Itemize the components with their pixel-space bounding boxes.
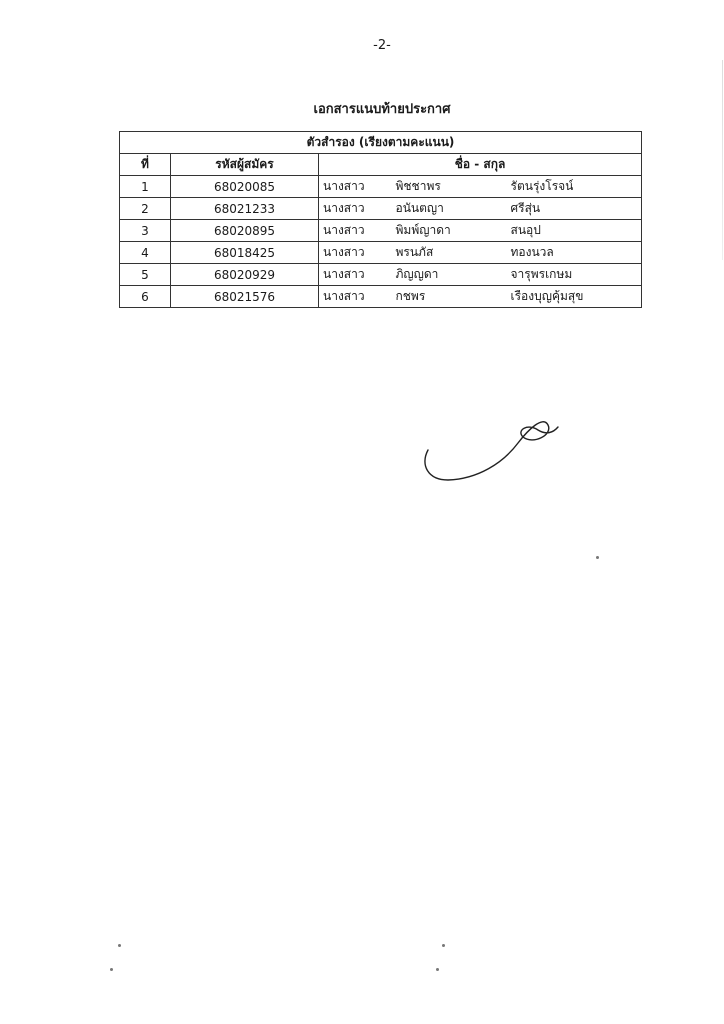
cell-title: นางสาว xyxy=(319,242,392,264)
cell-code: 68020085 xyxy=(171,176,319,198)
header-name: ชื่อ - สกุล xyxy=(319,154,642,176)
cell-no: 4 xyxy=(120,242,171,264)
signature xyxy=(418,405,568,490)
cell-last-name: ทองนวล xyxy=(507,242,642,264)
table-row xyxy=(120,264,642,286)
cell-no: 1 xyxy=(120,176,171,198)
cell-code: 68020929 xyxy=(171,264,319,286)
scan-speck xyxy=(110,968,113,971)
table-caption: ตัวสำรอง (เรียงตามคะแนน) xyxy=(120,132,642,154)
table-body xyxy=(120,176,642,308)
table-row xyxy=(120,242,642,264)
cell-first-name: พิมพ์ญาดา xyxy=(392,220,507,242)
cell-last-name: จารุพรเกษม xyxy=(507,264,642,286)
cell-title: นางสาว xyxy=(319,198,392,220)
scan-speck xyxy=(442,944,445,947)
cell-code: 68021233 xyxy=(171,198,319,220)
cell-code: 68018425 xyxy=(171,242,319,264)
document-title: เอกสารแนบท้ายประกาศ xyxy=(313,102,451,117)
scan-edge-line xyxy=(722,60,723,260)
table-row xyxy=(120,286,642,308)
scan-speck xyxy=(596,556,599,559)
table-caption-row xyxy=(120,132,642,154)
cell-first-name: กชพร xyxy=(392,286,507,308)
table-row xyxy=(120,176,642,198)
reserve-list-table xyxy=(119,131,642,308)
cell-title: นางสาว xyxy=(319,220,392,242)
cell-first-name: ภิญญดา xyxy=(392,264,507,286)
cell-last-name: เรืองบุญคุ้มสุข xyxy=(507,286,642,308)
cell-code: 68021576 xyxy=(171,286,319,308)
scan-speck xyxy=(436,968,439,971)
table-row xyxy=(120,198,642,220)
page-number: -2- xyxy=(373,38,391,53)
cell-no: 3 xyxy=(120,220,171,242)
header-no: ที่ xyxy=(120,154,171,176)
cell-no: 5 xyxy=(120,264,171,286)
header-code: รหัสผู้สมัคร xyxy=(171,154,319,176)
cell-no: 6 xyxy=(120,286,171,308)
cell-title: นางสาว xyxy=(319,264,392,286)
cell-title: นางสาว xyxy=(319,176,392,198)
cell-code: 68020895 xyxy=(171,220,319,242)
cell-first-name: พิชชาพร xyxy=(392,176,507,198)
scan-speck xyxy=(118,944,121,947)
cell-last-name: สนอุป xyxy=(507,220,642,242)
table-header-row xyxy=(120,154,642,176)
cell-no: 2 xyxy=(120,198,171,220)
cell-last-name: ศรีสุ่น xyxy=(507,198,642,220)
cell-first-name: พรนภัส xyxy=(392,242,507,264)
table-row xyxy=(120,220,642,242)
cell-title: นางสาว xyxy=(319,286,392,308)
cell-last-name: รัตนรุ่งโรจน์ xyxy=(507,176,642,198)
cell-first-name: อนันตญา xyxy=(392,198,507,220)
